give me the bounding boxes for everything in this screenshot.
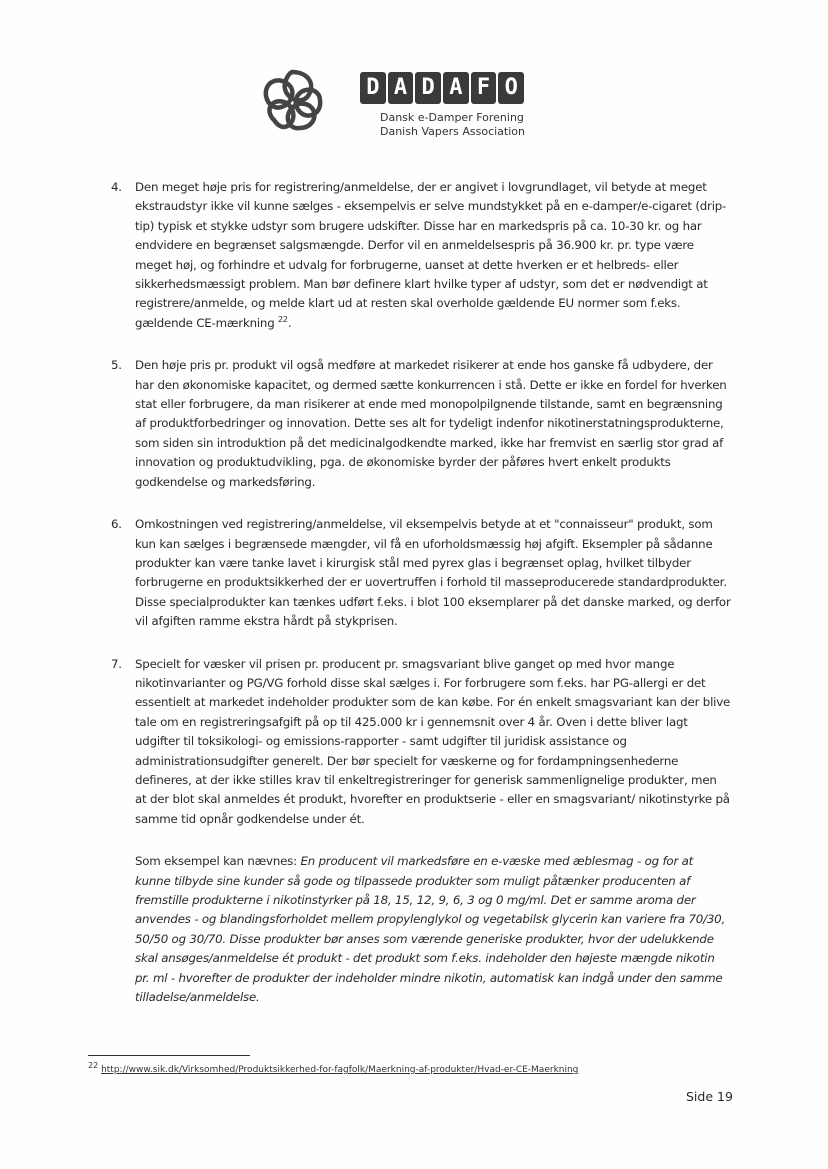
- logo-letter: A: [388, 72, 414, 104]
- footnote: [88, 1061, 748, 1076]
- example-lead: Som eksempel kan nævnes:: [135, 854, 301, 869]
- subtitle-english: Danish Vapers Association: [380, 125, 525, 138]
- footnote-number: 22: [88, 1061, 99, 1070]
- example-paragraph: [111, 852, 731, 1007]
- footnote-link[interactable]: http://www.sik.dk/Virksomhed/Produktsikkerhed-for-fagfolk/Maerkning-af-produkter/Hvad-er-CE-Maerkning: [101, 1065, 579, 1075]
- item-text: Specielt for væsker vil prisen pr. producent pr. smagsvariant blive ganget op med hvor mange nikotinvarianter og PG/VG forhold disse skal sælges i. For forbrugere som f.eks. har PG-allergi er det essentielt at markedet indeholder produkter som de kan købe. For én enkelt smagsvariant kan der blive tale om en registreringsafgift på op til 425.000 kr i gennemsnit over 4 år. Oven i dette bliver lagt udgifter til toksikologi- og emissions-rapporter - samt udgifter til juridisk assistance og administrationsudgifter generelt. Der bør specielt for væskerne og for fordampningsenhederne defineres, at der ikke stilles krav til enkeltregistreringer for generisk sammenlignelige produkter, men at der blot skal anmeldes ét produkt, hvorefter en produktserie - eller en smagsvariant/ nikotinstyrke på samme tid opnår godkendelse under ét.: [135, 656, 731, 826]
- association-subtitle: [380, 111, 540, 139]
- list-item: [111, 515, 731, 631]
- item-number: 6.: [111, 517, 122, 532]
- list-item: 4. Den meget høje pris for registrering/anmeldelse, der er angivet i lovgrundlaget, vil betyde at meget ekstraudstyr ikke vil kunne sælges - eksempelvis er selve mundstykket på en e-damper/e-cigaret (drip-tip) typisk et stykke udstyr som brugere udskifter. Disse har en markedspris på ca. 10-30 kr. og har endvidere en begrænset salgsmængde. Derfor vil en anmeldelsespris på 36.900 kr. pr. type være meget høj, og forhindre et udvalg for forbrugerne, uanset at dette hverken er et helbreds- eller sikkerhedsmæssigt problem. Man bør definere klart hvilke typer af udstyr, som det er nødvendigt at registrere/anmelde, og melde klart ud at resten skal overholde gældende EU normer som f.eks. gældende CE-mærkning $^{22}$.: [111, 180, 727, 330]
- page-number: Side 19: [686, 1089, 733, 1104]
- item-text: Omkostningen ved registrering/anmeldelse, vil eksempelvis betyde at et "connaisseur" produkt, som kun kan sælges i begrænsede mængder, vil få en uforholdsmæssig høj afgift. Eksempler på sådanne produkter kan være tanke lavet i kirurgisk stål med pyrex glas i begrænset oplag, hvilket tilbyder forbrugerne en produktsikkerhed der er uovertruffen i forhold til masseproducerede standardprodukter. Disse specialprodukter kan tænkes udført f.eks. i blot 100 eksemplarer på det danske marked, og derfor vil afgiften ramme ekstra hårdt på stykprisen.: [135, 517, 731, 629]
- item-number: 7.: [111, 656, 122, 671]
- footnote-divider: [88, 1055, 250, 1056]
- dadafo-emblem-icon: [256, 66, 328, 136]
- document-body: [111, 178, 731, 1007]
- logo-letter: O: [498, 72, 524, 104]
- logo-letter: D: [360, 72, 386, 104]
- dadafo-logo: [360, 72, 524, 104]
- list-item: [111, 356, 731, 492]
- item-text: Den meget høje pris for registrering/anmeldelse, der er angivet i lovgrundlaget, vil betyde at meget ekstraudstyr ikke vil kunne sælges - eksempelvis er selve mundstykket på en e-damper/e-cigaret (drip-tip) typisk et stykke udstyr som brugere udskifter. Disse har en markedspris på ca. 10-30 kr. og har endvidere en begrænset salgsmængde. Derfor vil en anmeldelsespris på 36.900 kr. pr. type være meget høj, og forhindre et udvalg for forbrugerne, uanset at dette hverken er et helbreds- eller sikkerhedsmæssigt problem. Man bør definere klart hvilke typer af udstyr, som det er nødvendigt at registrere/anmelde, og melde klart ud at resten skal overholde gældende EU normer som f.eks. gældende CE-mærkning: [135, 180, 727, 330]
- subtitle-danish: Dansk e-Damper Forening: [380, 111, 524, 124]
- logo-letter: A: [443, 72, 469, 104]
- logo-letter: D: [415, 72, 441, 104]
- example-italic-text: En producent vil markedsføre en e-væske med æblesmag - og for at kunne tilbyde sine kunder så gode og tilpassede produkter som muligt påtænker producenten af fremstille produkterne i nikotinstyrker på 18, 15, 12, 9, 6, 3 og 0 mg/ml. Det er samme aroma der anvendes - og blandingsforholdet mellem propylenglykol og vegetabilsk glycerin kan variere fra 70/30, 50/50 og 30/70. Disse produkter bør anses som værende generiske produkter, hvor der udelukkende skal ansøges/anmeldelse ét produkt - det produkt som f.eks. indeholder den højeste mængde nikotin pr. ml - hvorefter de produkter der indeholder mindre nikotin, automatisk kan indgå under den samme tilladelse/anmeldelse.: [135, 854, 726, 1005]
- list-item: [111, 655, 731, 830]
- logo-letter: F: [471, 72, 497, 104]
- item-number: 5.: [111, 358, 122, 373]
- item-text: Den høje pris pr. produkt vil også medføre at markedet risikerer at ende hos ganske få udbydere, der har den økonomiske kapacitet, og dermed sætte konkurrencen i stå. Dette er ikke en fordel for hverken stat eller forbrugere, da man risikerer at ende med monopolpilgnende tilstande, samt en begrænsning af produktforbedringer og innovation. Dette ses alt for tydeligt indenfor nikotinerstatningsprodukterne, som siden sin introduktion på det medicinalgodkendte marked, ikke har fremvist en særlig stor grad af innovation og produktudvikling, pga. de økonomiske byrder der påføres hvert enkelt produkts godkendelse og markedsføring.: [135, 358, 727, 489]
- item-number: 4.: [111, 180, 122, 194]
- footnote-reference[interactable]: 22: [278, 314, 288, 324]
